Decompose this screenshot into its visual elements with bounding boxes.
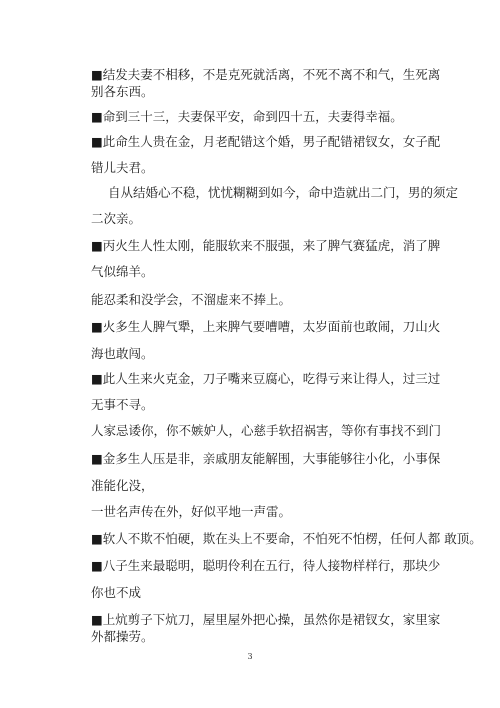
text-line: ■上炕剪子下炕刀，屋里屋外把心操，虽然你是裙钗女，家里家 [91, 612, 441, 627]
text-line: ■金多生人压是非，亲戚朋友能解围，大事能够往小化，小事保 [91, 451, 441, 466]
text-line: 错儿夫君。 [91, 160, 154, 175]
text-line: ■命到三十三，夫妻保平安，命到四十五，夫妻得幸福。 [91, 109, 403, 124]
text-line: 你也不成 [91, 585, 142, 600]
text-line: 准能化没， [91, 478, 154, 493]
text-line: ■软人不欺不怕硬，欺在头上不要命，不怕死不怕楞，任何人都 敢顶。 [91, 531, 482, 546]
text-line: 别各东西。 [91, 84, 154, 99]
text-line: 二次亲。 [91, 211, 142, 226]
text-line: ■八子生来最聪明，聪明伶利在五行，待人接物样样行，那块少 [91, 558, 441, 573]
text-line: 一世名声传在外，好似平地一声雷。 [91, 504, 292, 519]
text-line: 自从结婚心不稳，忧忧糊糊到如今，命中造就出二门，男的须定 [108, 185, 459, 200]
text-line: 海也敢闯。 [91, 346, 154, 361]
text-line: ■丙火生人性太刚，能服软来不服强，来了脾气赛猛虎，消了脾 [91, 238, 441, 253]
text-line: ■此人生来火克金，刀子嘴来豆腐心，吃得亏来让得人，过三过 [91, 371, 441, 386]
text-line: 无事不寻。 [91, 397, 154, 412]
text-line: ■结发夫妻不相移，不是克死就活离，不死不离不和气，生死离 [91, 67, 441, 82]
text-line: 能忍柔和没学会，不溜虚来不捧上。 [91, 292, 292, 307]
text-line: 人家忌诿你，你不嫉妒人，心慈手软招祸害，等你有事找不到门 [91, 423, 442, 438]
text-line: 气似绵羊。 [91, 264, 154, 279]
text-line: 外都操劳。 [91, 629, 154, 644]
text-line: ■火多生人脾气犟，上来脾气要嘈嘈，太岁面前也敢闹，刀山火 [91, 319, 441, 334]
page-number: 3 [247, 652, 253, 661]
text-line: ■此命生人贵在金，月老配错这个婚，男子配错裙钗女，女子配 [91, 134, 441, 149]
